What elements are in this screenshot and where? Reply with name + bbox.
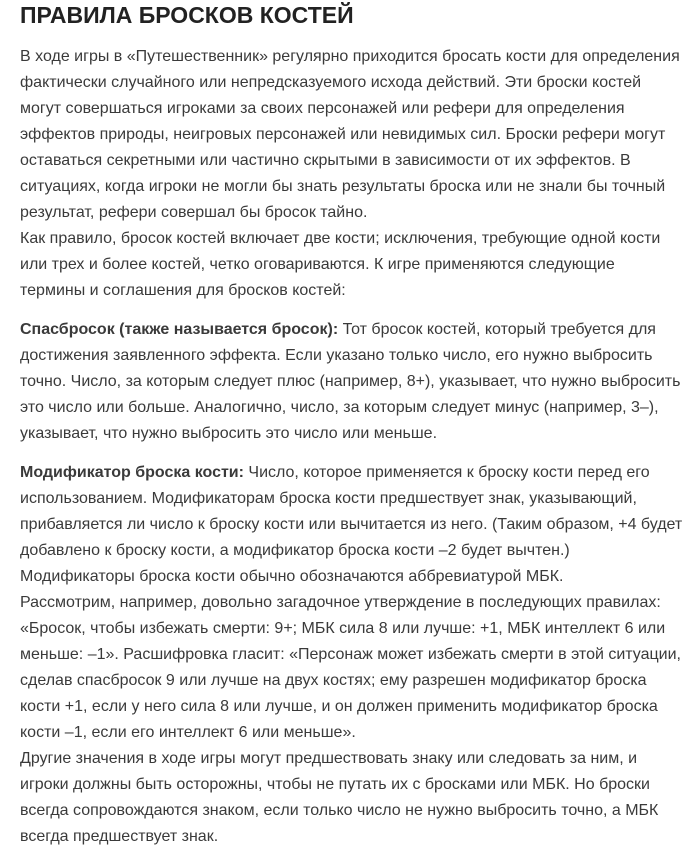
paragraph <box>20 226 684 304</box>
text-run: Как правило, бросок костей включает две кости; исключения, требующие одной кости или трех и более костей, четко оговариваются. К игре применяются следующие термины и соглашения для бросков костей: <box>20 230 661 299</box>
text-block <box>20 317 684 447</box>
text-run: Рассмотрим, например, довольно загадочное утверждение в последующих правилах: «Бросок, чтобы избежать смерти: 9+; МБК сила 8 или лучше: +1, МБК интеллект 6 или меньше: –1». Расшифровка гласит: «Персонаж может избежать смерти в этой ситуации, сделав спасбросок 9 или лучше на двух костях; ему разрешен модификатор броска кости +1, если у него сила 8 или лучше, и он должен применить модификатор броска кости –1, если его интеллект 6 или меньше». <box>20 594 681 741</box>
paragraph <box>20 590 684 746</box>
page-title: ПРАВИЛА БРОСКОВ КОСТЕЙ <box>20 2 354 28</box>
paragraph <box>20 460 684 590</box>
article-body <box>20 44 684 850</box>
text-block <box>20 460 684 850</box>
paragraph <box>20 44 684 226</box>
term-label: Модификатор броска кости: <box>20 464 244 481</box>
text-block <box>20 44 684 304</box>
text-run: Другие значения в ходе игры могут предшествовать знаку или следовать за ним, и игроки должны быть осторожны, чтобы не путать их с бросками или МБК. Но броски всегда сопровождаются знаком, если только число не нужно выбросить точно, а МБК всегда предшествует знак. <box>20 750 659 845</box>
text-run: Тот бросок костей, который требуется для достижения заявленного эффекта. Если указано только число, его нужно выбросить точно. Число, за которым следует плюс (например, 8+), указывает, что нужно выбросить это число или больше. Аналогично, число, за которым следует минус (например, 3–), указывает, что нужно выбросить это число или меньше. <box>20 321 681 442</box>
text-run: В ходе игры в «Путешественник» регулярно приходится бросать кости для определения фактически случайного или непредсказуемого исхода действий. Эти броски костей могут совершаться игроками за своих персонажей или рефери для определения эффектов природы, неигровых персонажей или невидимых сил. Броски рефери могут оставаться секретными или частично скрытыми в зависимости от их эффектов. В ситуациях, когда игроки не могли бы знать результаты броска или не знали бы точный результат, рефери совершал бы бросок тайно. <box>20 48 680 221</box>
term-label: Спасбросок (также называется бросок): <box>20 321 339 338</box>
text-run: Число, которое применяется к броску кости перед его использованием. Модификаторам броска кости предшествует знак, указывающий, прибавляется ли число к броску кости или вычитается из него. (Таким образом, +4 будет добавлено к броску кости, а модификатор броска кости –2 будет вычтен.) Модификаторы броска кости обычно обозначаются аббревиатурой МБК. <box>20 464 683 585</box>
paragraph <box>20 746 684 850</box>
paragraph <box>20 317 684 447</box>
